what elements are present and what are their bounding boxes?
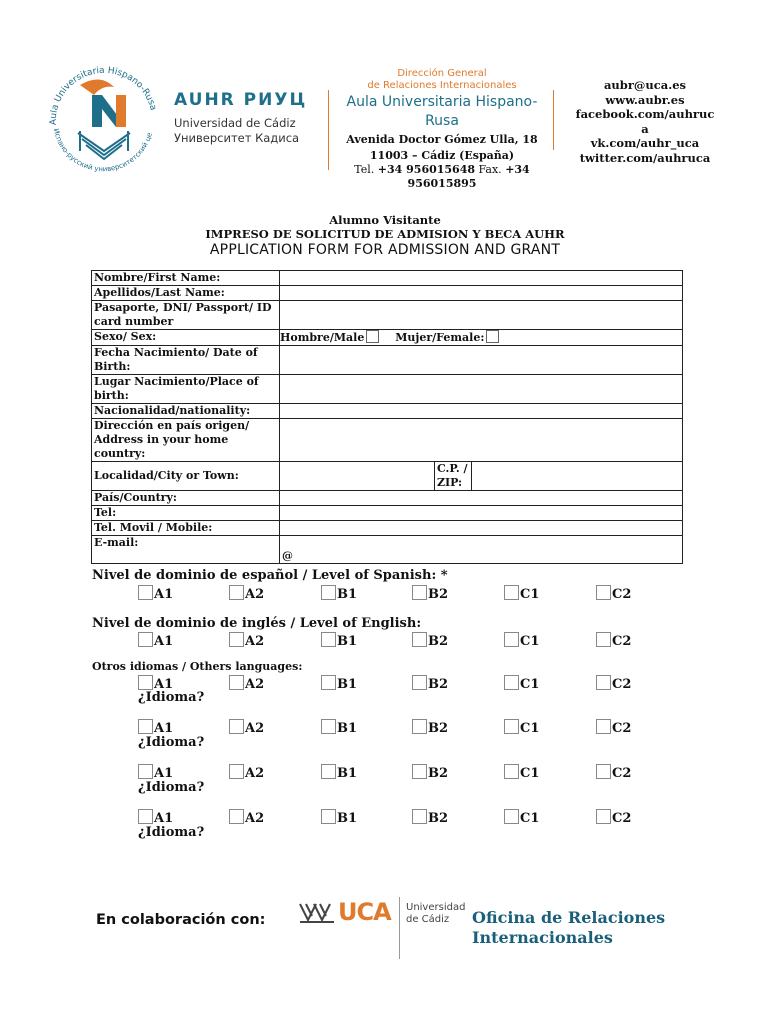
sex-label: Sexo/ Sex: <box>92 330 280 346</box>
email-field[interactable] <box>280 536 683 564</box>
male-label: Hombre/Male <box>280 331 365 344</box>
other4-a2-checkbox[interactable] <box>229 809 244 824</box>
level-label: A1 <box>154 766 174 781</box>
other4-b1-checkbox[interactable] <box>321 809 336 824</box>
zip-field[interactable] <box>472 462 682 490</box>
seal-text-top: Aula Universitaria Hispano-Rusa <box>48 65 158 126</box>
other4-a1-checkbox[interactable] <box>138 809 153 824</box>
other2-a1-checkbox[interactable] <box>138 719 153 734</box>
english-b1-checkbox[interactable] <box>321 632 336 647</box>
passport-label: Pasaporte, DNI/ Passport/ ID card number <box>92 301 280 330</box>
level-label: B2 <box>428 634 449 649</box>
others-heading: Otros idiomas / Others languages: <box>92 660 303 673</box>
fax-label: Fax. <box>478 163 502 176</box>
first-name-field[interactable] <box>280 271 683 286</box>
level-label: B2 <box>428 811 449 826</box>
other-lang-4-name[interactable]: ¿Idioma? <box>138 825 205 840</box>
other1-b2-checkbox[interactable] <box>412 675 427 690</box>
level-label: C2 <box>612 677 632 692</box>
other2-a2-checkbox[interactable] <box>229 719 244 734</box>
level-label: A2 <box>245 811 265 826</box>
city-label: Localidad/City or Town: <box>92 462 280 491</box>
uca-subtitle <box>406 902 465 926</box>
level-label: A1 <box>154 811 174 826</box>
email-label: E-mail: <box>92 536 280 564</box>
other2-c2-checkbox[interactable] <box>596 719 611 734</box>
level-label: B2 <box>428 587 449 602</box>
last-name-label: Apellidos/Last Name: <box>92 286 280 301</box>
phone-fax <box>332 163 552 191</box>
english-c2-checkbox[interactable] <box>596 632 611 647</box>
birth-place-field[interactable] <box>280 375 683 404</box>
other3-b2-checkbox[interactable] <box>412 764 427 779</box>
contact-facebook[interactable]: facebook.com/auhruc <box>575 107 715 121</box>
uca-emblem-icon <box>298 900 338 926</box>
tel-label: Tel. <box>354 163 375 176</box>
other1-b1-checkbox[interactable] <box>321 675 336 690</box>
level-label: B2 <box>428 721 449 736</box>
uca-sub-line2: de Cádiz <box>406 914 450 925</box>
tel-value: +34 956015648 <box>377 163 476 176</box>
address-field[interactable] <box>280 419 683 462</box>
zip-cell <box>435 462 683 491</box>
mobile-field[interactable] <box>280 521 683 536</box>
level-label: C1 <box>520 587 540 602</box>
office-info <box>332 68 552 191</box>
svg-text:Aula Universitaria Hispano-Rus <box>49 66 158 125</box>
contact-email[interactable]: aubr@uca.es <box>603 78 687 92</box>
oficina-line2: Internacionales <box>472 928 613 947</box>
oficina-title <box>472 908 665 948</box>
uca-sub-line1: Universidad <box>406 902 466 913</box>
other1-c1-checkbox[interactable] <box>504 675 519 690</box>
sex-field <box>280 330 683 346</box>
city-field[interactable] <box>280 462 435 491</box>
spanish-c2-checkbox[interactable] <box>596 585 611 600</box>
level-label: C1 <box>520 634 540 649</box>
other3-c1-checkbox[interactable] <box>504 764 519 779</box>
brand-name: AUHR РИУЦ <box>174 90 308 110</box>
other1-a2-checkbox[interactable] <box>229 675 244 690</box>
female-label: Mujer/Female: <box>395 331 485 344</box>
other-lang-1-name[interactable]: ¿Idioma? <box>138 690 205 705</box>
title-en: APPLICATION FORM FOR ADMISSION AND GRANT <box>209 242 561 258</box>
level-label: B1 <box>337 721 358 736</box>
other4-b2-checkbox[interactable] <box>412 809 427 824</box>
english-a1-checkbox[interactable] <box>138 632 153 647</box>
level-label: C2 <box>612 634 632 649</box>
birth-place-label: Lugar Nacimiento/Place of birth: <box>92 375 280 404</box>
spanish-heading: Nivel de dominio de español / Level of Spanish: * <box>92 568 448 583</box>
other3-c2-checkbox[interactable] <box>596 764 611 779</box>
mobile-label: Tel. Movil / Mobile: <box>92 521 280 536</box>
title-visitor: Alumno Visitante <box>329 213 441 227</box>
contact-vk[interactable]: vk.com/auhr_uca <box>590 136 700 150</box>
level-label: C2 <box>612 721 632 736</box>
spanish-b1-checkbox[interactable] <box>321 585 336 600</box>
english-b2-checkbox[interactable] <box>412 632 427 647</box>
last-name-field[interactable] <box>280 286 683 301</box>
email-at: @ <box>282 549 293 562</box>
other-lang-2-name[interactable]: ¿Idioma? <box>138 735 205 750</box>
direction-line1: Dirección General <box>397 68 487 79</box>
passport-field[interactable] <box>280 301 683 330</box>
tel-field[interactable] <box>280 506 683 521</box>
female-checkbox[interactable] <box>486 330 499 343</box>
level-label: B1 <box>337 587 358 602</box>
other3-a2-checkbox[interactable] <box>229 764 244 779</box>
level-label: A2 <box>245 634 265 649</box>
level-label: C2 <box>612 587 632 602</box>
contact-list <box>560 78 730 165</box>
uca-wordmark: UCA <box>338 898 391 926</box>
auhr-seal-logo <box>40 55 168 183</box>
english-heading: Nivel de dominio de inglés / Level of English: <box>92 616 422 631</box>
english-a2-checkbox[interactable] <box>229 632 244 647</box>
address-line1: Avenida Doctor Gómez Ulla, 18 <box>346 133 538 146</box>
level-label: A1 <box>154 721 174 736</box>
level-label: B1 <box>337 811 358 826</box>
level-label: A2 <box>245 721 265 736</box>
aula-name: Aula Universitaria Hispano-Rusa <box>346 94 538 129</box>
level-label: C1 <box>520 677 540 692</box>
english-c1-checkbox[interactable] <box>504 632 519 647</box>
contact-website[interactable]: www.aubr.es <box>605 92 685 107</box>
other-lang-3-name[interactable]: ¿Idioma? <box>138 780 205 795</box>
oficina-line1: Oficina de Relaciones <box>472 908 666 927</box>
level-label: B1 <box>337 634 358 649</box>
fax-value: +34 956015895 <box>407 163 530 190</box>
nationality-label: Nacionalidad/nationality: <box>92 404 280 419</box>
level-label: B1 <box>337 766 358 781</box>
other3-b1-checkbox[interactable] <box>321 764 336 779</box>
header-divider-left <box>328 90 329 170</box>
spanish-a2-checkbox[interactable] <box>229 585 244 600</box>
spanish-a1-checkbox[interactable] <box>138 585 153 600</box>
zip-label: C.P. / ZIP: <box>435 462 472 490</box>
level-label: B2 <box>428 677 449 692</box>
seal-text-bottom: Испано-русский университетский це <box>51 127 154 174</box>
uca-divider <box>399 897 400 959</box>
university-es: Universidad de Cádiz <box>174 116 296 130</box>
header-divider-right <box>553 90 554 150</box>
other2-c1-checkbox[interactable] <box>504 719 519 734</box>
birth-date-label: Fecha Nacimiento/ Date of Birth: <box>92 346 280 375</box>
level-label: A1 <box>154 677 174 692</box>
address-label: Dirección en país origen/ Address in your home country: <box>92 419 280 462</box>
level-label: A1 <box>154 587 174 602</box>
other2-b1-checkbox[interactable] <box>321 719 336 734</box>
level-label: C1 <box>520 721 540 736</box>
address-line2: 11003 – Cádiz (España) <box>369 149 515 162</box>
level-label: A1 <box>154 634 174 649</box>
country-label: País/Country: <box>92 491 280 506</box>
level-label: C2 <box>612 811 632 826</box>
level-label: A2 <box>245 766 265 781</box>
form-titles <box>0 213 770 259</box>
other2-b2-checkbox[interactable] <box>412 719 427 734</box>
direction-line2: de Relaciones Internacionales <box>367 80 517 91</box>
level-label: C1 <box>520 766 540 781</box>
other4-c1-checkbox[interactable] <box>504 809 519 824</box>
other3-a1-checkbox[interactable] <box>138 764 153 779</box>
contact-twitter[interactable]: twitter.com/auhruca <box>579 150 711 165</box>
level-label: A2 <box>245 587 265 602</box>
other4-c2-checkbox[interactable] <box>596 809 611 824</box>
male-checkbox[interactable] <box>366 330 379 343</box>
birth-date-field[interactable] <box>280 346 683 375</box>
level-label: B1 <box>337 677 358 692</box>
spanish-c1-checkbox[interactable] <box>504 585 519 600</box>
spanish-b2-checkbox[interactable] <box>412 585 427 600</box>
other1-c2-checkbox[interactable] <box>596 675 611 690</box>
collab-label: En colaboración con: <box>96 912 266 928</box>
country-field[interactable] <box>280 491 683 506</box>
auhr-logo-text <box>174 90 307 146</box>
other1-a1-checkbox[interactable] <box>138 675 153 690</box>
level-label: C2 <box>612 766 632 781</box>
level-label: A2 <box>245 677 265 692</box>
level-label: B2 <box>428 766 449 781</box>
tel-label-form: Tel: <box>92 506 280 521</box>
nationality-field[interactable] <box>280 404 683 419</box>
title-es: IMPRESO DE SOLICITUD DE ADMISION Y BECA AUHR <box>205 227 565 241</box>
contact-facebook-wrap: a <box>641 121 649 136</box>
university-ru: Университет Кадиса <box>174 131 300 145</box>
first-name-label: Nombre/First Name: <box>92 271 280 286</box>
level-label: C1 <box>520 811 540 826</box>
personal-data-table <box>91 270 683 564</box>
